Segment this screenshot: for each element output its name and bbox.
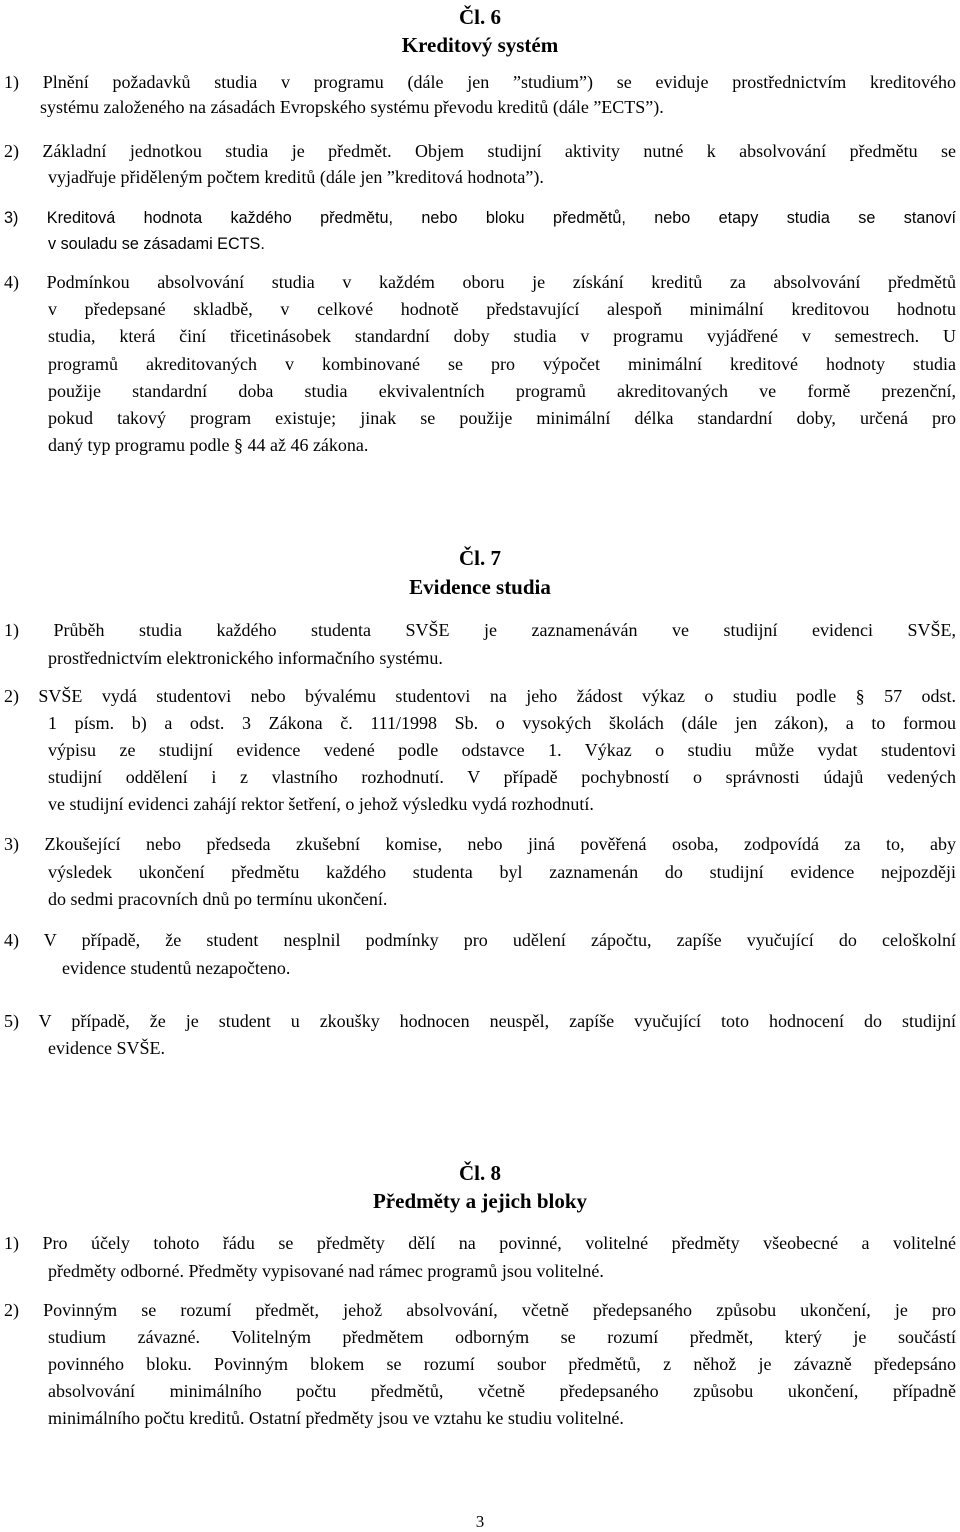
text-line: 2) SVŠE vydá studentovi nebo bývalému studentovi na jeho žádost výkaz o studiu podle § 57 odst. — [4, 686, 956, 706]
page-number: 3 — [475, 1512, 485, 1531]
text-line: programů akreditovaných v kombinované se pro výpočet minimální kreditové hodnoty studia — [48, 354, 956, 374]
text-line: evidence studentů nezapočteno. — [62, 958, 291, 978]
text-line: absolvování minimálního počtu předmětů, včetně předepsaného způsobu ukončení, případně — [48, 1381, 956, 1401]
text-line: studia, která činí třicetinásobek standardní doby studia v programu vyjádřené v semestrech. U — [48, 326, 956, 346]
text-line: výpisu ze studijní evidence vedené podle odstavce 1. Výkaz o studiu může vydat studentovi — [48, 740, 956, 760]
text-line: systému založeného na zásadách Evropského systému převodu kreditů (dále ”ECTS”). — [40, 97, 664, 117]
text-line: 3) Zkoušející nebo předseda zkušební komise, nebo jiná pověřená osoba, zodpovídá za to, aby — [4, 834, 956, 854]
text-line: ve studijní evidenci zahájí rektor šetření, o jehož výsledku vydá rozhodnutí. — [48, 794, 594, 814]
article-title: Evidence studia — [409, 575, 551, 599]
text-line: evidence SVŠE. — [48, 1038, 165, 1058]
text-line: 4) V případě, že student nesplnil podmínky pro udělení zápočtu, zapíše vyučující do celoškolní — [4, 930, 956, 950]
text-line: povinného bloku. Povinným blokem se rozumí soubor předmětů, z něhož je závazně předepsáno — [48, 1354, 956, 1374]
text-line: v souladu se zásadami ECTS. — [48, 235, 265, 253]
text-line: 2) Základní jednotkou studia je předmět. Objem studijní aktivity nutné k absolvování předmětu se — [4, 141, 956, 161]
text-line: minimálního počtu kreditů. Ostatní předměty jsou ve vztahu ke studiu volitelné. — [48, 1408, 624, 1428]
text-line: výsledek ukončení předmětu každého studenta byl zaznamenán do studijní evidence nejpozději — [48, 862, 956, 882]
text-line: předměty odborné. Předměty vypisované nad rámec programů jsou volitelné. — [48, 1261, 604, 1281]
text-line: 2) Povinným se rozumí předmět, jehož absolvování, včetně předepsaného způsobu ukončení, je pro — [4, 1300, 956, 1320]
text-line: do sedmi pracovních dnů po termínu ukončení. — [48, 889, 388, 909]
text-line: v předepsané skladbě, v celkové hodnotě představující alespoň minimální kreditovou hodnotu — [48, 299, 956, 319]
text-line: pokud takový program existuje; jinak se použije minimální délka standardní doby, určená pro — [48, 408, 956, 428]
article-number: Čl. 7 — [459, 546, 501, 570]
text-line: vyjadřuje přiděleným počtem kreditů (dále jen ”kreditová hodnota”). — [48, 167, 544, 187]
text-line: prostřednictvím elektronického informačního systému. — [48, 648, 443, 668]
text-line: studium závazné. Volitelným předmětem odborným se rozumí předmět, který je součástí — [48, 1327, 956, 1347]
text-line: 1 písm. b) a odst. 3 Zákona č. 111/1998 Sb. o vysokých školách (dále jen zákon), a to formou — [48, 713, 956, 733]
text-line: 5) V případě, že je student u zkoušky hodnocen neuspěl, zapíše vyučující toto hodnocení do studijní — [4, 1011, 956, 1031]
text-line: použije standardní doba studia ekvivalentních programů akreditovaných ve formě prezenční, — [48, 381, 956, 401]
article-title: Předměty a jejich bloky — [372, 1189, 588, 1213]
text-line: 3) Kreditová hodnota každého předmětu, nebo bloku předmětů, nebo etapy studia se stanoví — [4, 209, 956, 227]
article-number: Čl. 6 — [459, 5, 501, 29]
text-line: daný typ programu podle § 44 až 46 zákona. — [48, 435, 369, 455]
text-line: 1) Průběh studia každého studenta SVŠE je zaznamenáván ve studijní evidenci SVŠE, — [4, 620, 956, 640]
text-line: studijní oddělení i z vlastního rozhodnutí. V případě pochybností o správnosti údajů vedených — [48, 767, 956, 787]
text-line: 1) Pro účely tohoto řádu se předměty dělí na povinné, volitelné předměty všeobecné a volitelné — [4, 1233, 956, 1253]
text-line: 4) Podmínkou absolvování studia v každém oboru je získání kreditů za absolvování předmětů — [4, 272, 956, 292]
article-number: Čl. 8 — [459, 1161, 501, 1185]
text-line: 1) Plnění požadavků studia v programu (dále jen ”studium”) se eviduje prostřednictvím kreditového — [4, 72, 956, 92]
article-title: Kreditový systém — [401, 33, 559, 57]
